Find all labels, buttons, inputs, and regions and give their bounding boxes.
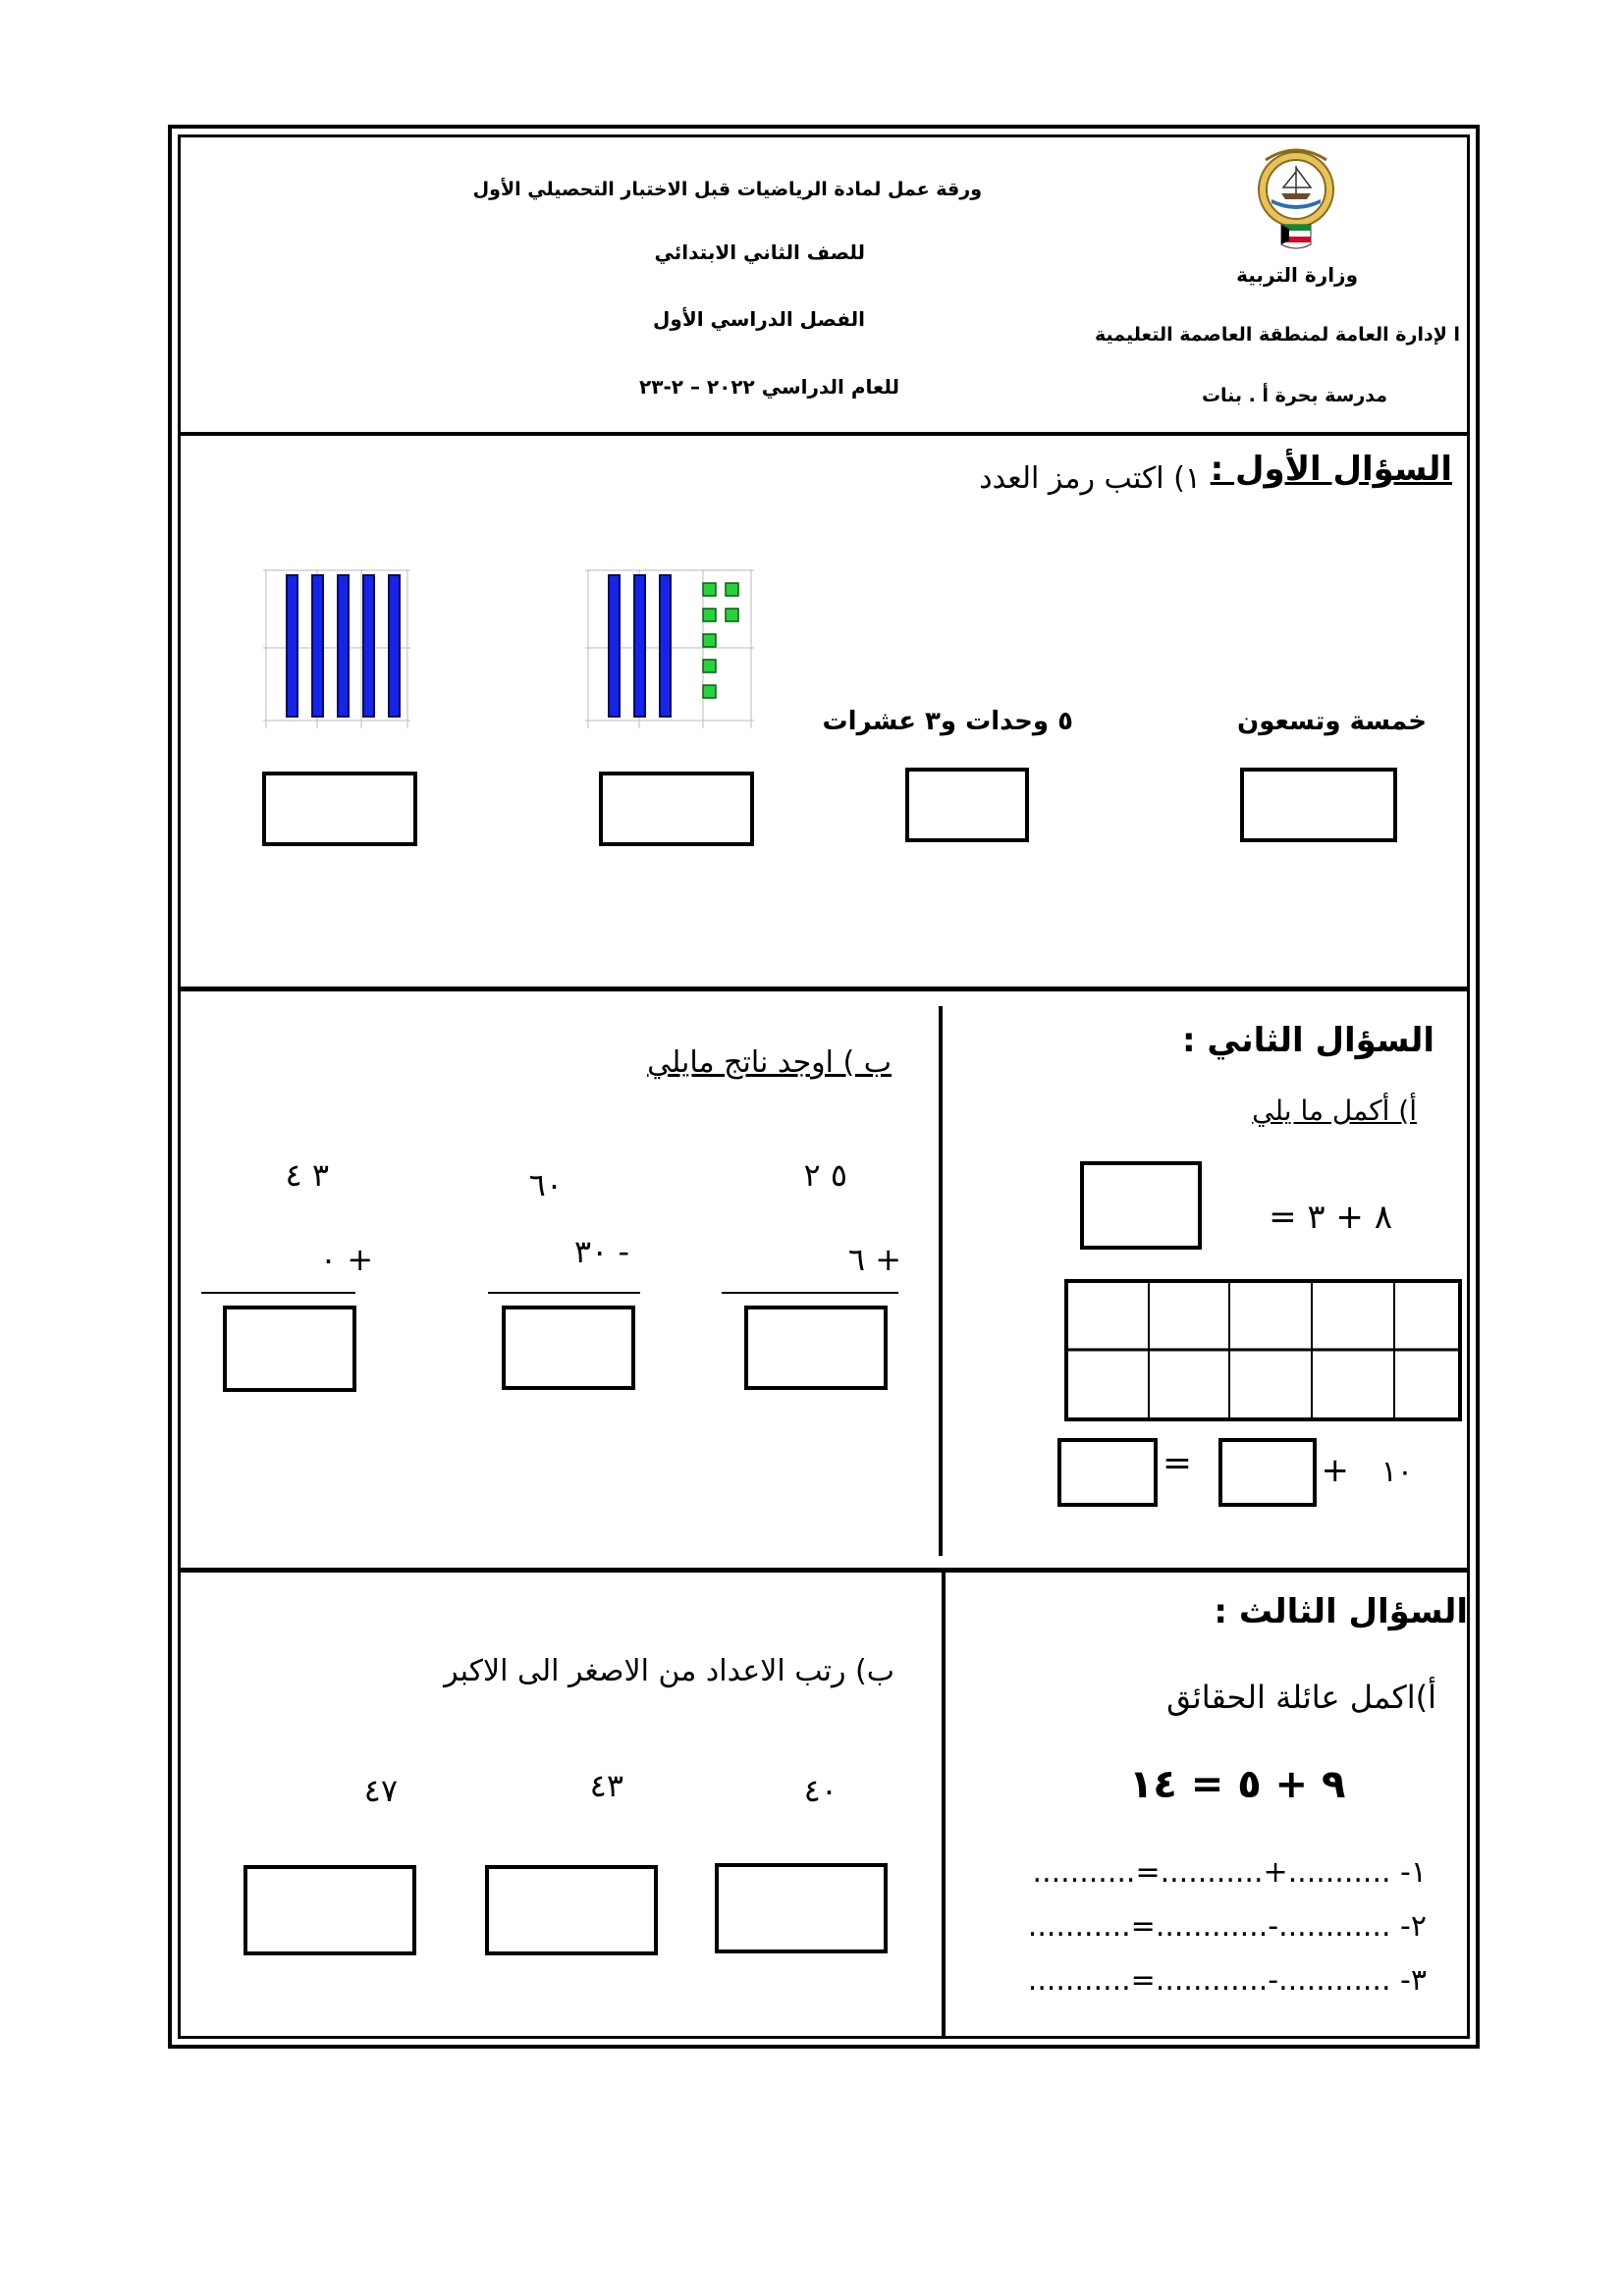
q2-a1-equation: ٨ + ٣ = bbox=[1269, 1198, 1392, 1237]
q2-heading: السؤال الثاني : bbox=[1182, 1021, 1434, 1060]
q1-item-place-value: ٥ وحدات و٣ عشرات bbox=[822, 707, 1073, 736]
q2-b2-line bbox=[488, 1292, 640, 1294]
q2-part-b: ب ) اوجد ناتج مايلي bbox=[647, 1045, 892, 1080]
q2-b2-answer-box[interactable] bbox=[502, 1306, 635, 1390]
q3-column-divider bbox=[942, 1573, 946, 2036]
q3-order-box-1[interactable] bbox=[715, 1863, 888, 1953]
ministry-label: وزارة التربية bbox=[1236, 263, 1358, 287]
q2-b3-top: ٣ ٤ bbox=[285, 1156, 329, 1194]
q2-b3-line bbox=[201, 1292, 355, 1294]
q1-answer-box-2[interactable] bbox=[599, 772, 754, 846]
emblem-logo bbox=[1252, 142, 1340, 252]
q2-part-a: أ) أكمل ما يلي bbox=[1252, 1095, 1417, 1127]
base-ten-picture-mixed bbox=[585, 569, 754, 728]
q2-a2-ten: ١٠ bbox=[1380, 1455, 1413, 1489]
term-label: الفصل الدراسي الأول bbox=[653, 307, 865, 331]
q3-heading: السؤال الثالث : bbox=[1214, 1592, 1468, 1631]
q3-fact: ٩ + ٥ = ١٤ bbox=[1129, 1762, 1346, 1807]
q3-number-3: ٤٧ bbox=[363, 1772, 398, 1809]
q2-b1-answer-box[interactable] bbox=[744, 1306, 888, 1390]
q3-number-1: ٤٠ bbox=[803, 1772, 838, 1809]
worksheet-title: ورقة عمل لمادة الرياضيات قبل الاختبار التحصيلي الأول bbox=[472, 179, 982, 200]
q1-answer-box-3[interactable] bbox=[905, 768, 1029, 842]
q2-b3-bottom: + ٠ bbox=[319, 1241, 373, 1278]
page-border-inner bbox=[178, 134, 1470, 2039]
q2-b1-line bbox=[722, 1292, 898, 1294]
q3-order-box-3[interactable] bbox=[243, 1865, 416, 1955]
q1-answer-box-1[interactable] bbox=[262, 772, 417, 846]
q2-a2-addend-box[interactable] bbox=[1218, 1438, 1317, 1507]
q2-divider bbox=[181, 1568, 1467, 1573]
q2-b3-answer-box[interactable] bbox=[223, 1306, 356, 1392]
q3-line-2: ٢- ............-............=........... bbox=[1027, 1909, 1427, 1944]
q2-column-divider bbox=[939, 1006, 943, 1556]
q2-b1-top: ٥ ٢ bbox=[803, 1156, 847, 1194]
header-divider bbox=[181, 432, 1467, 436]
year-label: للعام الدراسي ٢٠٢٢ – ٢-٢٣ bbox=[639, 375, 899, 399]
q2-b2-bottom: - ٣٠ bbox=[573, 1233, 629, 1270]
q3-line-3: ٣- ............-............=........... bbox=[1027, 1963, 1427, 1998]
q2-b2-top: ٦٠ bbox=[528, 1166, 563, 1203]
q2-a2-equals: = bbox=[1162, 1443, 1192, 1483]
q3-order-box-2[interactable] bbox=[485, 1865, 658, 1955]
q3-number-2: ٤٣ bbox=[589, 1767, 623, 1804]
directorate-label: ا لإدارة العامة لمنطقة العاصمة التعليمية bbox=[1094, 324, 1460, 346]
q3-part-a: أ)اكمل عائلة الحقائق bbox=[1166, 1679, 1436, 1716]
base-ten-picture-tens bbox=[263, 569, 410, 728]
q1-divider bbox=[181, 987, 1467, 991]
q2-b1-bottom: + ٦ bbox=[847, 1241, 901, 1278]
grade-label: للصف الثاني الابتدائي bbox=[654, 240, 865, 264]
q3-line-1: ١- ...........+...........=........... bbox=[1032, 1855, 1427, 1890]
q2-a2-plus: + bbox=[1321, 1451, 1349, 1490]
q2-a1-answer-box[interactable] bbox=[1080, 1161, 1202, 1250]
q1-item-words: خمسة وتسعون bbox=[1237, 707, 1427, 736]
q1-instruction: ١) اكتب رمز العدد bbox=[979, 461, 1201, 496]
q1-heading: السؤال الأول : bbox=[1210, 450, 1452, 489]
ten-frame bbox=[1064, 1279, 1462, 1421]
q2-a2-result-box[interactable] bbox=[1057, 1438, 1158, 1507]
school-label: مدرسة بحرة أ . بنات bbox=[1201, 385, 1387, 406]
q1-answer-box-4[interactable] bbox=[1240, 768, 1397, 842]
q3-part-b: ب) رتب الاعداد من الاصغر الى الاكبر bbox=[444, 1654, 894, 1688]
